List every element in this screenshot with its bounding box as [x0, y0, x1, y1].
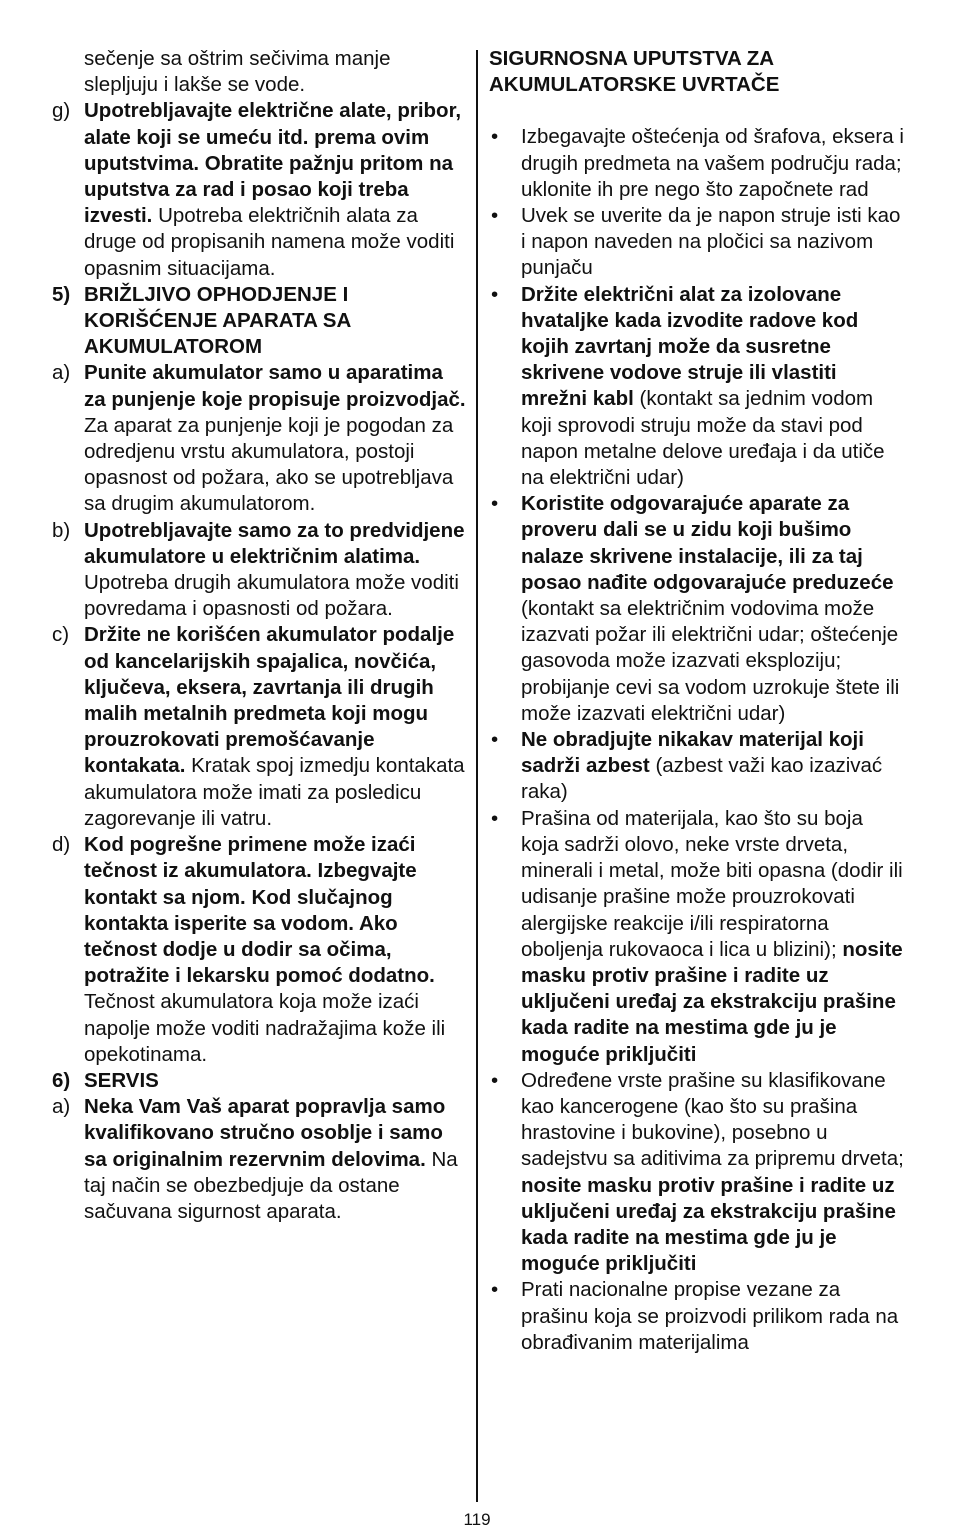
bullet-icon: • [491, 728, 499, 752]
page-number: 119 [463, 1510, 491, 1529]
right-column [489, 46, 905, 1356]
item-bold-text: Punite akumulator samo u aparatima za punjenje koje propisuje proizvodjač. [84, 361, 466, 411]
item-5a [52, 360, 467, 517]
bullet-bold-text: nosite masku protiv prašine i radite uz uključeni uređaj za ekstrakciju prašine kada radite na mestima gde ju je moguće priključiti [521, 1173, 896, 1276]
item-text: Tečnost akumulatora koja može izaći napolje može voditi nadražajima kože ili opekotinama. [84, 990, 446, 1066]
item-marker: a) [52, 1095, 71, 1119]
item-marker: c) [52, 623, 70, 647]
bullet-text: Određene vrste prašine su klasifikovane kao kancerogene (kao što su prašina hrastovine i bukovine), posebno u sadejstvu sa aditivima za pripremu drveta; [521, 1068, 904, 1171]
section-title: SERVIS [84, 1068, 159, 1092]
bullet-text: Izbegavajte oštećenja od šrafova, eksera i drugih predmeta na vašem području rada; uklonite ih pre nego što započnete rad [521, 125, 904, 201]
section-number: 6) [52, 1068, 71, 1092]
bullet-bold-text: nosite masku protiv prašine i radite uz uključeni uređaj za ekstrakciju prašine kada radite na mestima gde ju je moguće priključiti [521, 937, 903, 1066]
bullet-item-3 [489, 282, 905, 492]
bullet-item-4 [489, 491, 905, 727]
bullet-icon: • [491, 492, 499, 516]
bullet-item-5 [489, 727, 905, 806]
item-5d [52, 832, 467, 1068]
bullet-text: Prašina od materijala, kao što su boja koja sadrži olovo, neke vrste drveta, minerali i metal, može biti opasna (dodir ili udisanje prašine može prouzrokovati alergijske reakcije i/ili respiratorna oboljenja rukovaoca i lica u blizini); [521, 806, 903, 961]
bullet-icon: • [491, 1068, 499, 1092]
item-marker: a) [52, 361, 71, 385]
bullet-text: Prati nacionalne propise vezane za prašinu koja se proizvodi prilikom rada na obrađivanim materijalima [521, 1278, 899, 1354]
item-text: Na taj način se obezbedjuje da ostane sačuvana sigurnost aparata. [84, 1147, 458, 1223]
item-text: Upotreba električnih alata za druge od propisanih namena može voditi opasnim situacijama. [84, 204, 455, 280]
right-heading: SIGURNOSNA UPUTSTVA ZA AKUMULATORSKE UVRTAČE [489, 47, 780, 97]
item-marker: g) [52, 99, 71, 123]
item-6a [52, 1094, 467, 1225]
item-bold-text: Kod pogrešne primene može izaći tečnost iz akumulatora. Izbegvajte kontakt sa njom. Kod slučajnog kontakta isperite sa vodom. Ako tečnost dodje u dodir sa očima, potražite i lekarsku pomoć dodatno. [84, 833, 435, 988]
bullet-text: (kontakt sa jednim vodom koji sprovodi struju može da stavi pod napon metalne delove uređaja i da utiče na električni udar) [521, 387, 885, 490]
item-marker: b) [52, 518, 71, 542]
section-5-heading [52, 282, 467, 361]
item-marker: d) [52, 833, 71, 857]
intro-text: sečenje sa oštrim sečivima manje slepljuju i lakše se vode. [84, 47, 391, 97]
section-6-heading [52, 1068, 467, 1094]
item-bold-text: Upotrebljavajte samo za to predvidjene akumulatore u električnim alatima. [84, 518, 465, 568]
bullet-item-7 [489, 1068, 905, 1278]
bullet-item-8 [489, 1277, 905, 1356]
bullet-bold-text: Koristite odgovarajuće aparate za proveru dali se u zidu koji bušimo nalaze skrivene instalacije, ili za taj posao nađite odgovarajuće preduzeće [521, 492, 894, 594]
item-5b [52, 518, 467, 623]
item-g [52, 98, 467, 281]
bullet-icon: • [491, 806, 499, 830]
bullet-icon: • [491, 125, 499, 149]
bullet-text: (azbest važi kao izazivać raka) [521, 754, 883, 804]
item-bold-text: Upotrebljavajte električne alate, pribor, alate koji se umeću itd. prema ovim uputstvima. Obratite pažnju pritom na uputstva za rad i posao koji treba izvesti. [84, 99, 462, 228]
bullet-icon: • [491, 1278, 499, 1302]
bullet-icon: • [491, 204, 499, 228]
bullet-bold-text: Držite električni alat za izolovane hvataljke kada izvodite radove kod kojih zavrtanj može da susretne skrivene vodove struje ili vlastiti mrežni kabl [521, 282, 859, 411]
item-bold-text: Držite ne korišćen akumulator podalje od kancelarijskih spajalica, novčića, ključeva, eksera, zavrtanja ili drugih malih metalnih predmeta koji mogu prouzrokovati premošćavanje kontakata. [84, 623, 455, 778]
bullet-text: (kontakt sa električnim vodovima može izazvati požar ili električni udar; oštećenje gasovoda može izazvati eksploziju; probijanje cevi sa vodom uzrokuje štete ili može izazvati električni udar) [521, 597, 900, 725]
item-bold-text: Neka Vam Vaš aparat popravlja samo kvalifikovano stručno osoblje i samo sa originalnim rezervnim delovima. [84, 1095, 446, 1171]
bullet-item-2 [489, 203, 905, 282]
item-5c [52, 622, 467, 832]
section-title: BRIŽLJIVO OPHODJENJE I KORIŠĆENJE APARATA SA AKUMULATOROM [84, 282, 351, 359]
item-text: Kratak spoj izmedju kontakata akumulatora može imati za posledicu zagorevanje ili vatru. [84, 754, 465, 830]
item-text: Za aparat za punjenje koji je pogodan za odredjenu vrstu akumulatora, postoji opasnost od požara, ako se upotrebljava sa drugim akumulatorom. [84, 413, 454, 516]
bullet-item-6 [489, 806, 905, 1068]
bullet-icon: • [491, 282, 499, 306]
bullet-item-1 [489, 124, 905, 203]
intro-paragraph [52, 46, 467, 98]
column-divider [476, 50, 478, 1502]
section-number: 5) [52, 282, 71, 306]
bullet-text: Uvek se uverite da je napon struje isti kao i napon naveden na pločici sa nazivom punjaču [521, 204, 901, 280]
bullet-bold-text: Ne obradjujte nikakav materijal koji sadrži azbest [521, 728, 864, 778]
heading-spacer [489, 98, 905, 124]
left-column [52, 46, 467, 1225]
item-text: Upotreba drugih akumulatora može voditi povredama i opasnosti od požara. [84, 571, 459, 621]
